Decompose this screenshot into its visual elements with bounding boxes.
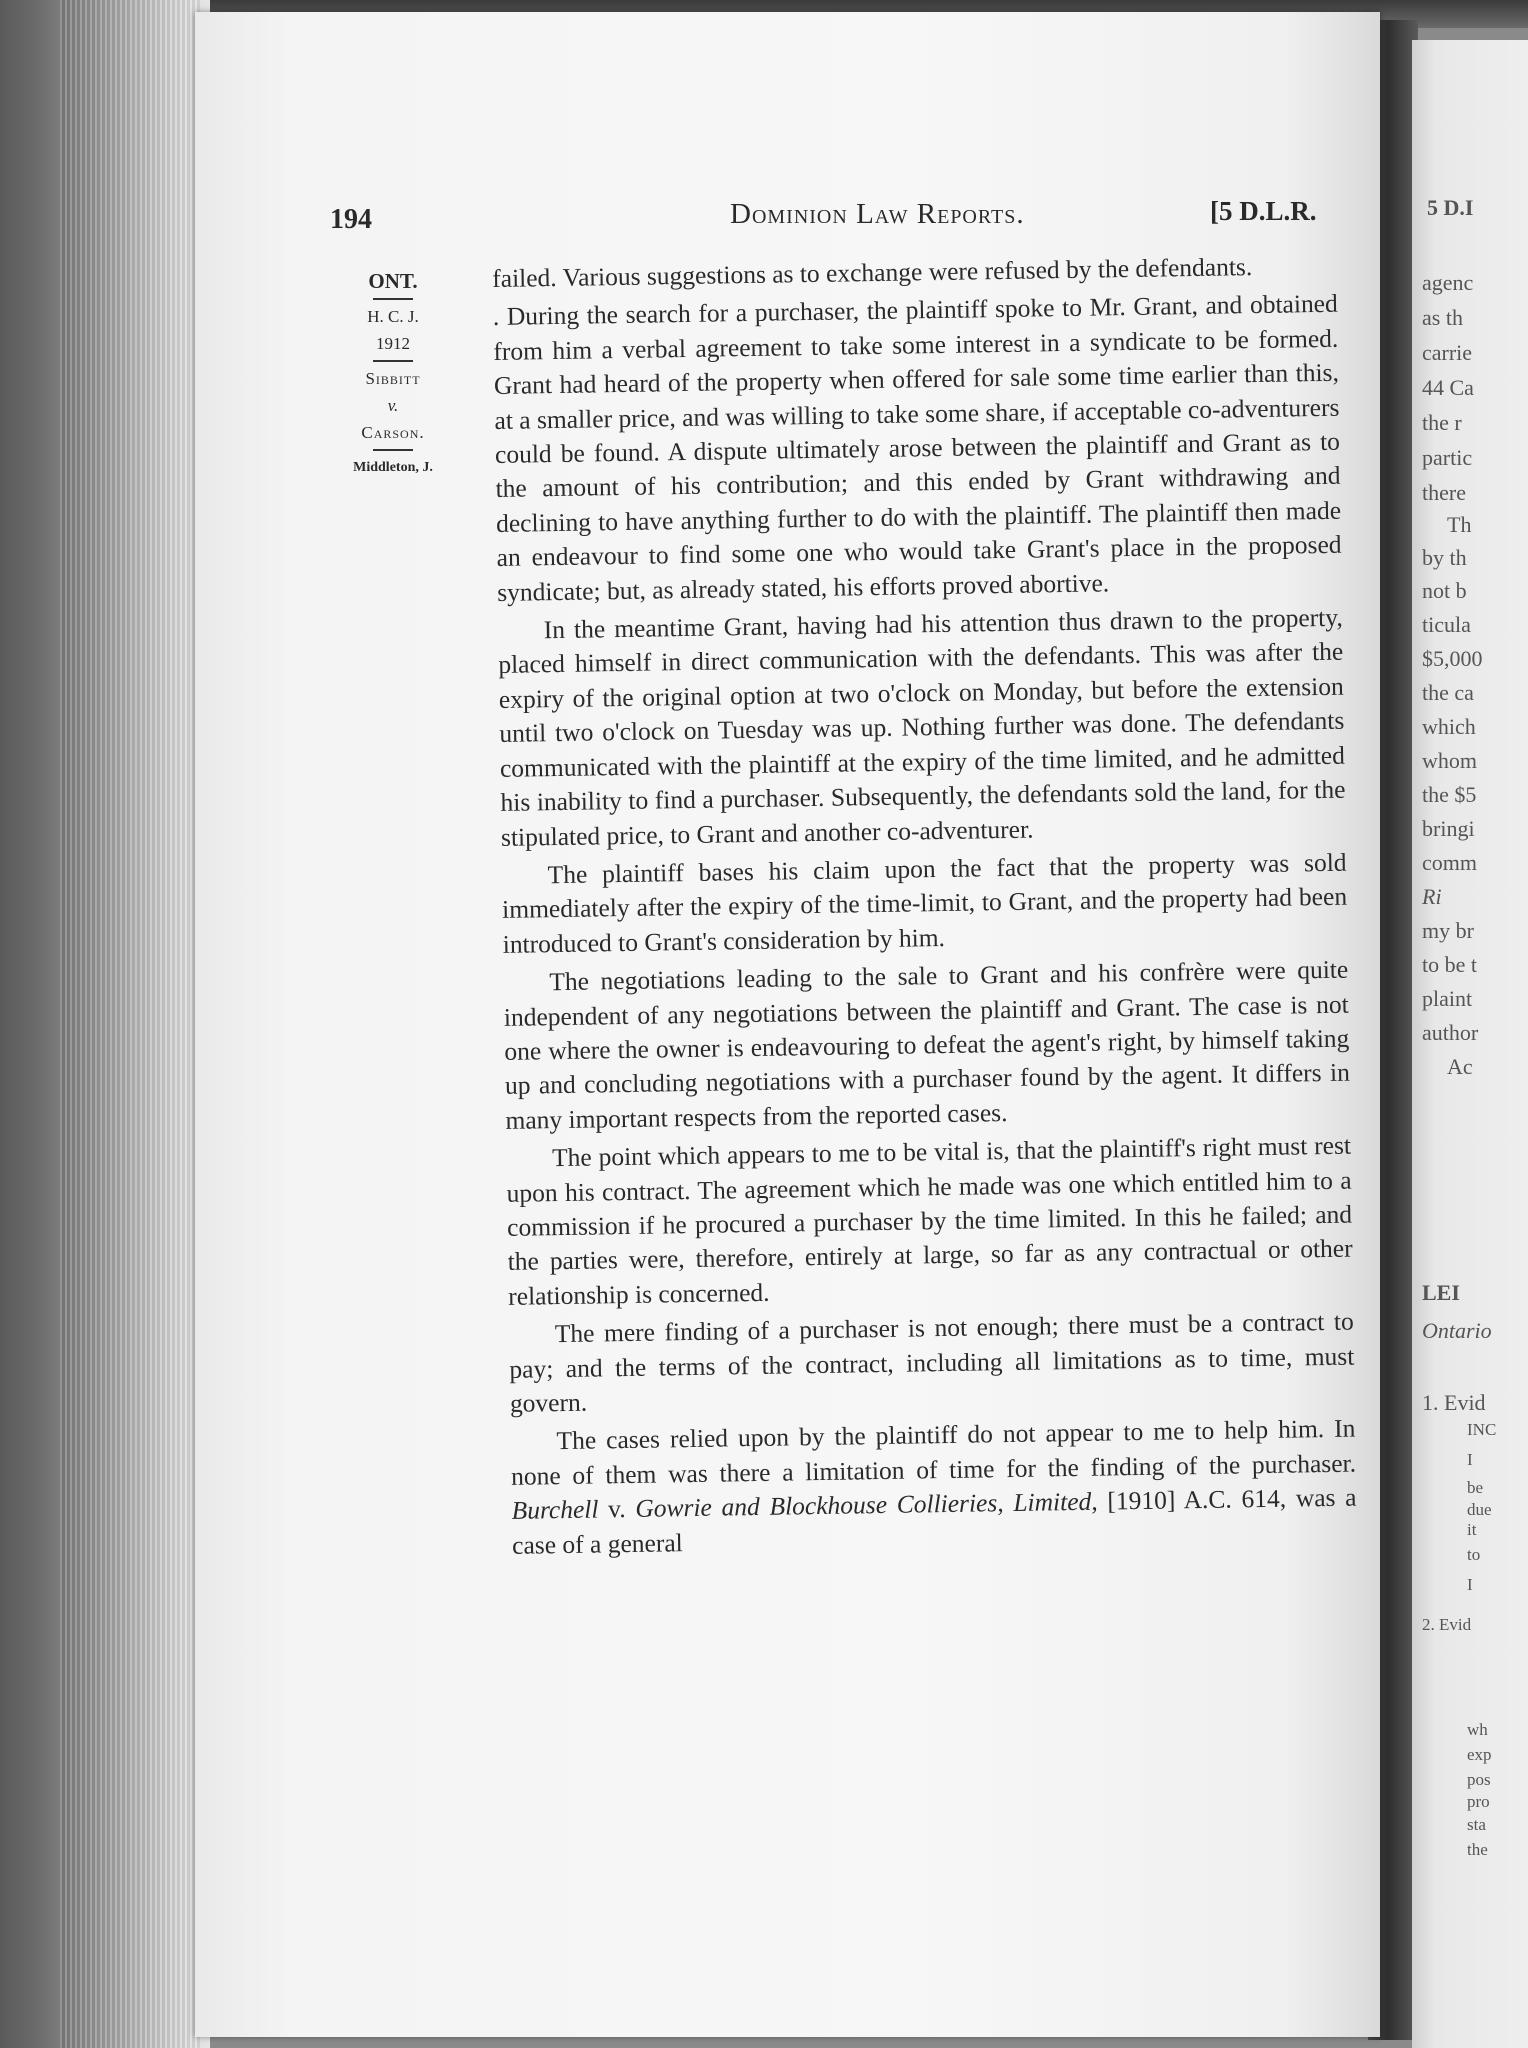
paragraph <box>510 1412 1357 1563</box>
paragraph: The plaintiff bases his claim upon the fact that the property was sold immediately after the expiry of the time-limit, to Grant, and the property had been introduced to Grant's consideration by him. <box>501 847 1348 959</box>
facing-page-fragment: due <box>1467 1500 1492 1519</box>
facing-page-fragment: it <box>1467 1520 1477 1539</box>
margin-year: 1912 <box>376 334 410 353</box>
facing-page-fragment: there <box>1422 480 1466 505</box>
facing-page-fragment: 5 D.I <box>1427 195 1474 220</box>
paragraph: The negotiations leading to the sale to Grant and his confrère were quite independent of any negotiations between the plaintiff and Grant. The case is not one where the owner is endeavouring to defeat the agent's right, by himself taking up and concluding negotiations with a purchaser found by the agent. It differs in many important respects from the reported cases. <box>503 954 1351 1135</box>
facing-page-fragment: by th <box>1422 545 1467 570</box>
margin-rule <box>373 449 413 451</box>
case-name: Burchell <box>511 1494 599 1526</box>
facing-page-fragment: I <box>1467 1450 1473 1469</box>
margin-party-1: Sibbitt <box>365 369 421 388</box>
paragraph: The point which appears to me to be vital is, that the plaintiff's right must rest upon his contract. The agreement which he made was one which entitled him to a commission if he procured a purchaser by the time limited. In this he failed; and the parties were, therefore, entirely at large, so far as any contractual or other relationship is concerned. <box>506 1130 1353 1311</box>
facing-page-fragment: the r <box>1422 410 1462 435</box>
facing-page-fragment: 44 Ca <box>1422 375 1474 400</box>
facing-page-fragment: Ontario <box>1422 1318 1492 1343</box>
facing-page <box>1412 40 1528 2048</box>
facing-page-fragment: my br <box>1422 918 1474 943</box>
facing-page-fragment: pro <box>1467 1792 1490 1811</box>
running-title: Dominion Law Reports. <box>730 198 1025 230</box>
text-span: v. <box>598 1494 636 1524</box>
facing-page-fragment: 2. Evid <box>1422 1615 1472 1634</box>
body-text <box>492 249 1357 1567</box>
text-span: The cases relied upon by the plaintiff do not appear to me to help him. In none of them was there a limitation of time for the finding of the purchaser. <box>510 1413 1357 1491</box>
paragraph: . During the search for a purchaser, the plaintiff spoke to Mr. Grant, and obtained from him a verbal agreement to take some interest in a syndicate to be formed. Grant had heard of the property when offered for sale some time earlier than this, at a smaller price, and was willing to take some share, if acceptable co-adventurers could be found. A dispute ultimately arose between the plaintiff and Grant as to the amount of his contribution; and this ended by Grant withdrawing and declining to have anything further to do with the plaintiff. The plaintiff then made an endeavour to find some one who would take Grant's place in the proposed syndicate; but, as already stated, his efforts proved abortive. <box>492 289 1342 607</box>
facing-page-fragment: 1. Evid <box>1422 1390 1486 1415</box>
facing-page-fragment: Th <box>1447 512 1472 537</box>
facing-page-fragment: INC <box>1467 1420 1497 1439</box>
text-span: [1910] A.C. 614, was a case of a general <box>511 1482 1357 1560</box>
paragraph: failed. Various suggestions as to exchange were refused by the defendants. <box>492 252 1253 293</box>
facing-page-fragment: the $5 <box>1422 782 1477 807</box>
book-page-edges <box>0 0 210 2048</box>
facing-page-fragment: bringi <box>1422 816 1475 841</box>
margin-versus: v. <box>387 396 399 415</box>
facing-page-fragment: I <box>1467 1575 1473 1594</box>
facing-page-fragment: to <box>1467 1545 1481 1564</box>
facing-page-fragment: partic <box>1422 445 1473 470</box>
margin-judge: Middleton, J. <box>353 460 433 475</box>
page-number: 194 <box>330 204 372 235</box>
facing-page-fragment: which <box>1422 714 1476 739</box>
margin-party-2: Carson. <box>361 423 425 442</box>
margin-rule <box>373 298 413 300</box>
case-name: Gowrie and Blockhouse Collieries, Limited, <box>635 1486 1098 1524</box>
margin-note <box>338 268 448 481</box>
facing-page-fragment: exp <box>1467 1745 1492 1764</box>
facing-page-fragment: sta <box>1467 1815 1486 1834</box>
margin-court: H. C. J. <box>367 307 419 326</box>
facing-page-fragment: $5,000 <box>1422 646 1483 671</box>
facing-page-fragment: agenc <box>1422 270 1474 295</box>
facing-page-fragment: carrie <box>1422 340 1473 365</box>
facing-page-fragment: wh <box>1467 1720 1488 1739</box>
facing-page-fragment: pos <box>1467 1770 1491 1789</box>
margin-rule <box>373 360 413 362</box>
facing-page-fragment: not b <box>1422 578 1467 603</box>
margin-province: ONT. <box>368 269 418 293</box>
facing-page-fragment: the ca <box>1422 680 1474 705</box>
facing-page-fragment: whom <box>1422 748 1477 773</box>
facing-page-fragment: author <box>1422 1020 1479 1045</box>
facing-page-fragment: to be t <box>1422 952 1477 977</box>
paragraph: In the meantime Grant, having had his attention thus drawn to the property, placed himself in direct communication with the defendants. This was after the expiry of the original option at two o'clock on Monday, but before the extension until two o'clock on Tuesday was up. Nothing further was done. The defendants communicated with the plaintiff at the expiry of the time limited, and he admitted his inability to find a purchaser. Subsequently, the defendants sold the land, for the stipulated price, to Grant and another co-adventurer. <box>498 602 1346 852</box>
facing-page-fragment: comm <box>1422 850 1477 875</box>
facing-page-fragment: LEI <box>1422 1280 1460 1305</box>
paragraph: The mere finding of a purchaser is not enough; there must be a contract to pay; and the terms of the contract, including all limitations as to time, must govern. <box>509 1306 1355 1418</box>
facing-page-fragment: be <box>1467 1478 1484 1497</box>
facing-page-fragment: as th <box>1422 305 1463 330</box>
volume-reference: [5 D.L.R. <box>1210 196 1317 226</box>
facing-page-fragment: ticula <box>1422 612 1471 637</box>
facing-page-fragment: Ac <box>1447 1054 1473 1079</box>
facing-page-fragment: plaint <box>1422 986 1473 1011</box>
facing-page-fragment: the <box>1467 1840 1488 1859</box>
facing-page-fragment: Ri <box>1422 884 1442 909</box>
